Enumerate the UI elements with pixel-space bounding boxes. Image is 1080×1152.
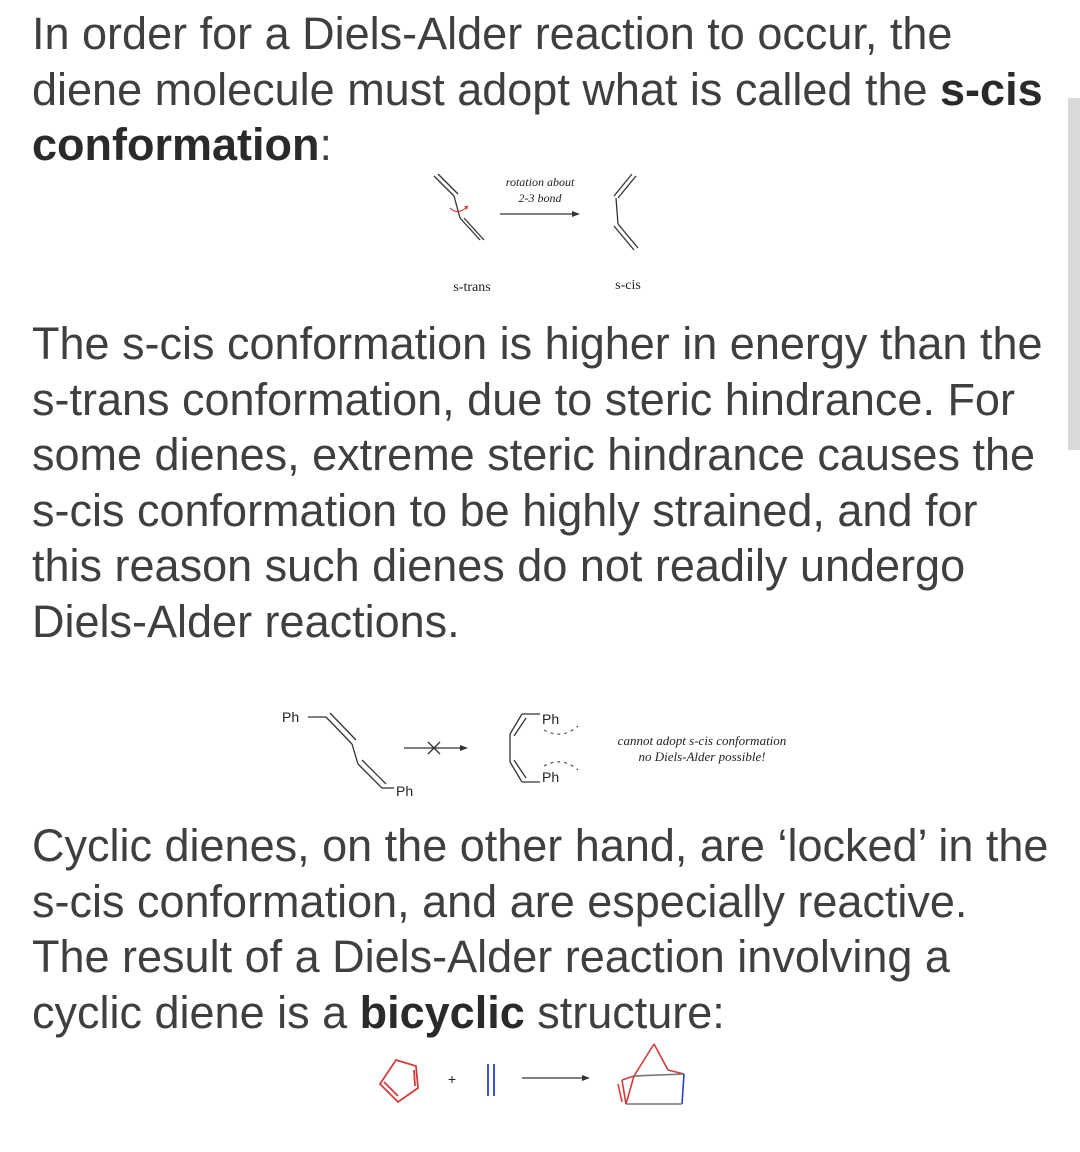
ph-label-top-left: Ph xyxy=(282,709,300,725)
paragraph-cyclic-dienes xyxy=(32,818,1052,1040)
norbornene-product xyxy=(618,1044,684,1104)
figure-bicyclic-reaction xyxy=(370,1040,710,1112)
p3-bold-term: bicyclic xyxy=(359,986,525,1038)
note-line1: cannot adopt s-cis conformation xyxy=(617,733,787,748)
arrow-label-line2: 2-3 bond xyxy=(518,191,562,205)
arrow-label-line1: rotation about xyxy=(505,175,575,189)
s-trans-label: s-trans xyxy=(453,280,491,295)
figure-rotation xyxy=(420,168,660,298)
note-line2: no Diels-Alder possible! xyxy=(638,749,766,764)
ph-label-bottom-right: Ph xyxy=(542,769,560,785)
p3-text-before: Cyclic dienes, on the other hand, are ‘locked’ in the s-cis conformation, and are especially reactive. The result of a Diels-Alder reaction involving a cyclic diene is a xyxy=(32,820,1049,1038)
scrollbar[interactable] xyxy=(1068,98,1080,450)
p1-text-before: In order for a Diels-Alder reaction to occur, the diene molecule must adopt what is called the xyxy=(32,8,953,115)
s-trans-diene xyxy=(434,174,484,240)
ethylene-molecule xyxy=(488,1064,494,1096)
cyclopentadiene-molecule xyxy=(380,1060,418,1102)
ph-label-top-right: Ph xyxy=(542,711,560,727)
p3-text-after: structure: xyxy=(524,986,725,1038)
ph-label-bottom-left: Ph xyxy=(396,783,414,799)
p1-text-after: : xyxy=(319,119,333,170)
paragraph-steric-hindrance: The s-cis conformation is higher in energy than the s-trans conformation, due to steric hindrance. For some dienes, extreme steric hindrance causes the s-cis conformation to be highly strained, and for this reason such dienes do not readily undergo Diels-Alder reactions. xyxy=(32,318,1043,647)
steric-clash-dashes xyxy=(544,726,578,770)
s-trans-diene-ph xyxy=(308,713,394,788)
s-cis-label: s-cis xyxy=(615,278,641,293)
s-cis-diene xyxy=(614,174,638,250)
p1-bold-term: s-cis conformation xyxy=(32,63,1043,170)
plus-sign: + xyxy=(447,1071,457,1087)
figure-hindered-diene xyxy=(278,700,818,810)
paragraph-scis-intro xyxy=(32,6,1052,173)
s-cis-diene-ph xyxy=(510,714,540,782)
